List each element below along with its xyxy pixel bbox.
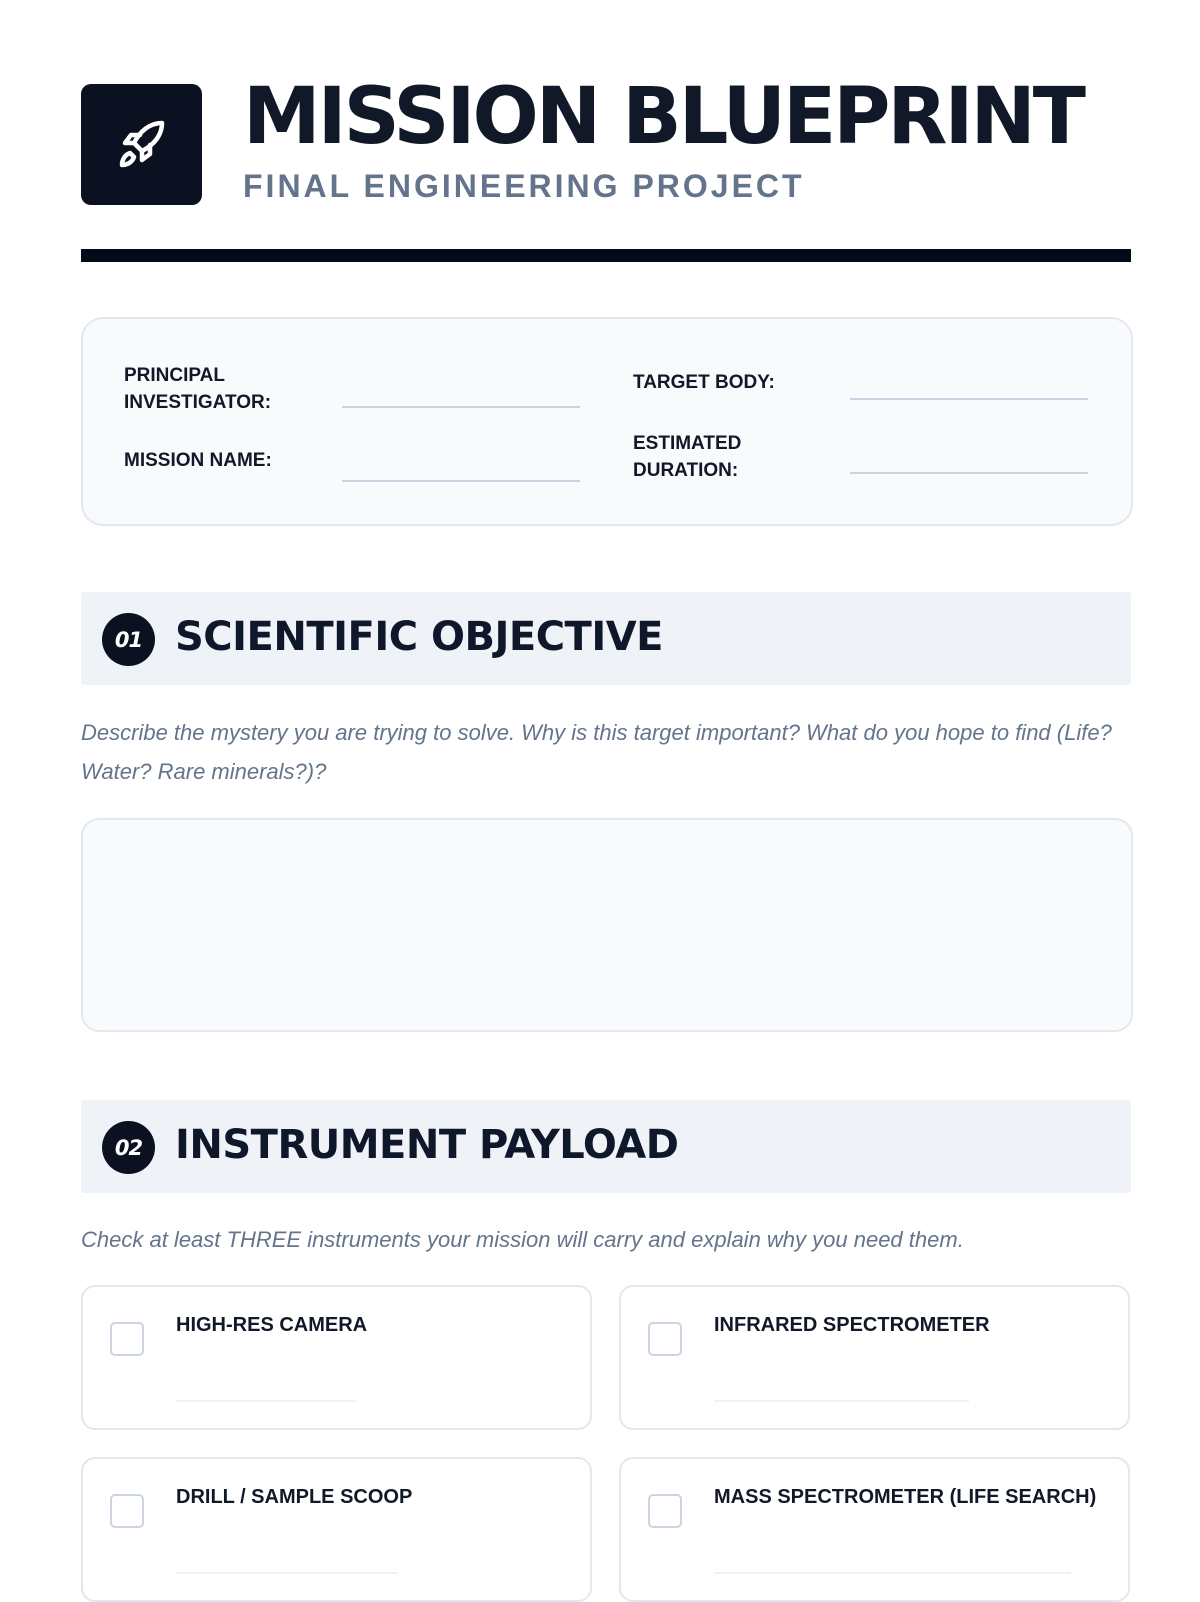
estimated-duration-label: ESTIMATED DURATION: (633, 433, 742, 481)
explanation-line[interactable] (714, 1572, 1071, 1574)
instrument-card[interactable] (619, 1457, 1130, 1602)
page-subtitle: FINAL ENGINEERING PROJECT (243, 168, 805, 204)
explanation-line[interactable] (176, 1572, 398, 1574)
mission-name-label: MISSION NAME: (124, 450, 272, 471)
section-instructions: Check at least THREE instruments your mission will carry and explain why you need them. (81, 1227, 964, 1252)
section-title: INSTRUMENT PAYLOAD (175, 1122, 679, 1168)
checkbox[interactable] (110, 1494, 144, 1528)
header-divider (81, 249, 1131, 262)
instrument-label: INFRARED SPECTROMETER (714, 1314, 990, 1336)
scientific-objective-textarea[interactable] (81, 818, 1133, 1032)
instrument-label: HIGH-RES CAMERA (176, 1314, 368, 1336)
section-header-instrument-payload (81, 1100, 1131, 1193)
explanation-line[interactable] (714, 1400, 969, 1402)
mission-name-field[interactable] (342, 480, 580, 482)
mission-info-card (81, 317, 1133, 526)
instrument-label: MASS SPECTROMETER (LIFE SEARCH) (714, 1486, 1097, 1508)
page-title: MISSION BLUEPRINT (243, 72, 1083, 162)
target-body-field[interactable] (850, 398, 1088, 400)
target-body-label: TARGET BODY: (633, 372, 775, 393)
principal-investigator-label: PRINCIPAL INVESTIGATOR: (124, 365, 272, 413)
instrument-card[interactable] (619, 1285, 1130, 1430)
section-number-badge: 01 (102, 613, 155, 666)
instrument-card[interactable] (81, 1285, 592, 1430)
instrument-card[interactable] (81, 1457, 592, 1602)
checkbox[interactable] (648, 1322, 682, 1356)
instrument-label: DRILL / SAMPLE SCOOP (176, 1486, 413, 1508)
section-instructions: Describe the mystery you are trying to solve. Why is this target important? What do you hope to find (Life? Water? Rare minerals?)? (81, 720, 1112, 784)
section-title: SCIENTIFIC OBJECTIVE (175, 614, 664, 660)
estimated-duration-field[interactable] (850, 472, 1088, 474)
section-number-badge: 02 (102, 1121, 155, 1174)
explanation-line[interactable] (176, 1400, 356, 1402)
rocket-icon (110, 113, 174, 177)
checkbox[interactable] (648, 1494, 682, 1528)
logo-badge (81, 84, 202, 205)
principal-investigator-field[interactable] (342, 406, 580, 408)
section-header-scientific-objective (81, 592, 1131, 685)
header (81, 72, 1131, 204)
checkbox[interactable] (110, 1322, 144, 1356)
